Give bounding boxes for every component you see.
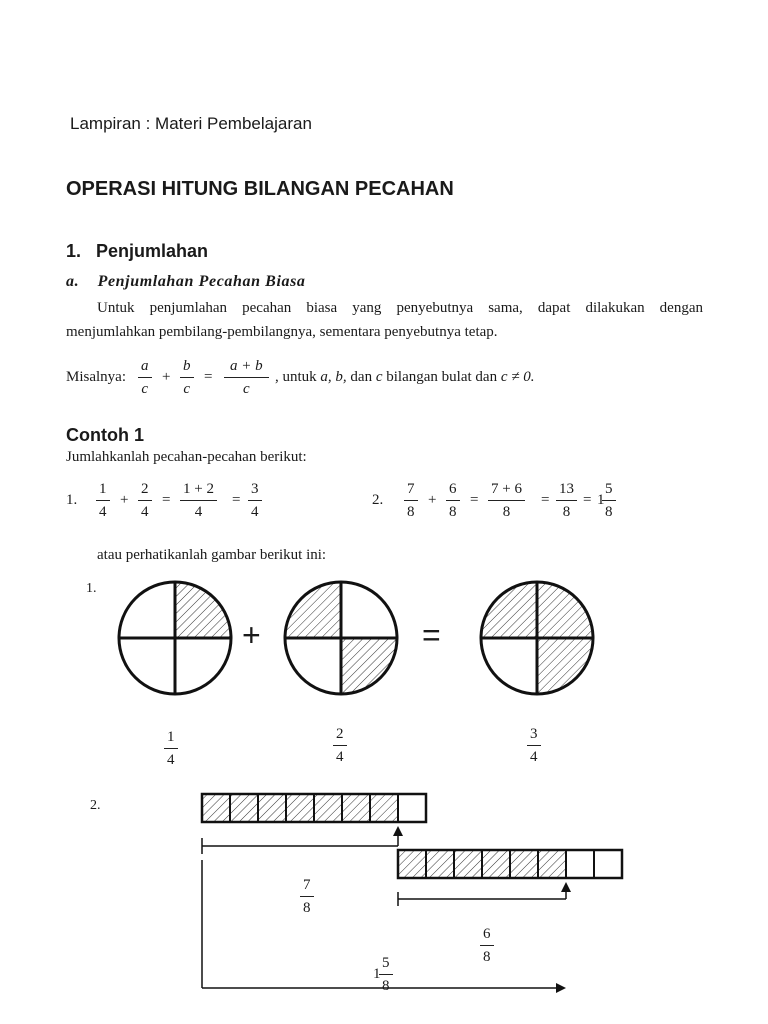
figure-1-equals: = (422, 617, 441, 653)
appendix-label: Lampiran : Materi Pembelajaran (70, 114, 312, 133)
numerator: a (141, 358, 149, 374)
problem-2-mixed-fraction: 5 8 (602, 481, 616, 521)
formula-fraction-a (138, 358, 152, 398)
plus-sign: + (428, 492, 437, 508)
circle-three-quarters (481, 582, 593, 694)
total-mixed-whole: 1 (373, 966, 381, 982)
problem-2-fraction-1: 7 8 (404, 481, 418, 521)
section-number: 1. (66, 241, 82, 261)
equals-sign: = (232, 492, 241, 508)
circle-2-fraction: 2 4 (333, 726, 347, 766)
formula-condition: , untuk a, b, dan c bilangan bulat dan c ≠ 0. (275, 369, 535, 385)
bar-1-fraction: 7 8 (300, 877, 314, 917)
equals-sign: = (541, 492, 550, 508)
numerator: a + b (230, 358, 263, 374)
problem-1-fraction-result: 3 4 (248, 481, 262, 521)
circle-one-quarter (119, 582, 231, 694)
circle-two-quarters (285, 582, 397, 694)
denominator: c (183, 381, 191, 397)
figure-2-label: 2. (90, 798, 101, 813)
formula-prefix: Misalnya: (66, 369, 126, 385)
section-title: Penjumlahan (96, 241, 209, 261)
numerator: b (183, 358, 191, 374)
problem-2-label: 2. (372, 492, 384, 508)
figure-intro: atau perhatikanlah gambar berikut ini: (97, 547, 327, 563)
plus-sign: + (162, 369, 171, 385)
mixed-whole: 1 (597, 492, 605, 508)
plus-sign: + (120, 492, 129, 508)
denominator: c (242, 381, 250, 397)
subsection-letter: a. (66, 273, 80, 290)
problem-2-fraction-2: 6 8 (446, 481, 460, 521)
bar-2-fraction: 6 8 (480, 926, 494, 966)
problem-1-fraction-sum: 1 + 2 4 (180, 481, 217, 521)
bar-six-eighths (398, 850, 622, 878)
problem-1-fraction-1: 1 4 (96, 481, 110, 521)
example-heading: Contoh 1 (66, 425, 144, 445)
equals-sign: = (470, 492, 479, 508)
bar-seven-eighths (202, 794, 426, 822)
equals-sign: = (583, 492, 592, 508)
equals-sign: = (162, 492, 171, 508)
bracket-six-eighths (398, 882, 571, 906)
figure-1-label: 1. (86, 581, 97, 596)
problem-2-fraction-result: 13 8 (556, 481, 577, 521)
circle-3-fraction: 3 4 (527, 726, 541, 766)
total-mixed-fraction: 5 8 (379, 955, 393, 995)
formula-fraction-sum (224, 358, 269, 398)
example-instruction: Jumlahkanlah pecahan-pecahan berikut: (66, 449, 307, 465)
formula-fraction-b (180, 358, 194, 398)
bracket-seven-eighths (202, 826, 403, 854)
denominator: c (141, 381, 149, 397)
subsection-title: Penjumlahan Pecahan Biasa (97, 273, 306, 290)
section-heading (66, 241, 208, 262)
paragraph-line-2: menjumlahkan pembilang-pembilangnya, sementara penyebutnya tetap. (66, 324, 498, 340)
circle-1-fraction: 1 4 (164, 729, 178, 769)
problem-1-label: 1. (66, 492, 78, 508)
equals-sign: = (204, 369, 213, 385)
paragraph-line-1: Untuk penjumlahan pecahan biasa yang penyebutnya sama, dapat dilakukan dengan (97, 300, 703, 316)
subsection-heading (66, 273, 306, 291)
figure-1-plus: + (242, 617, 261, 653)
problem-2-fraction-sum: 7 + 6 8 (488, 481, 525, 521)
problem-1-fraction-2: 2 4 (138, 481, 152, 521)
page-title: OPERASI HITUNG BILANGAN PECAHAN (66, 178, 454, 200)
